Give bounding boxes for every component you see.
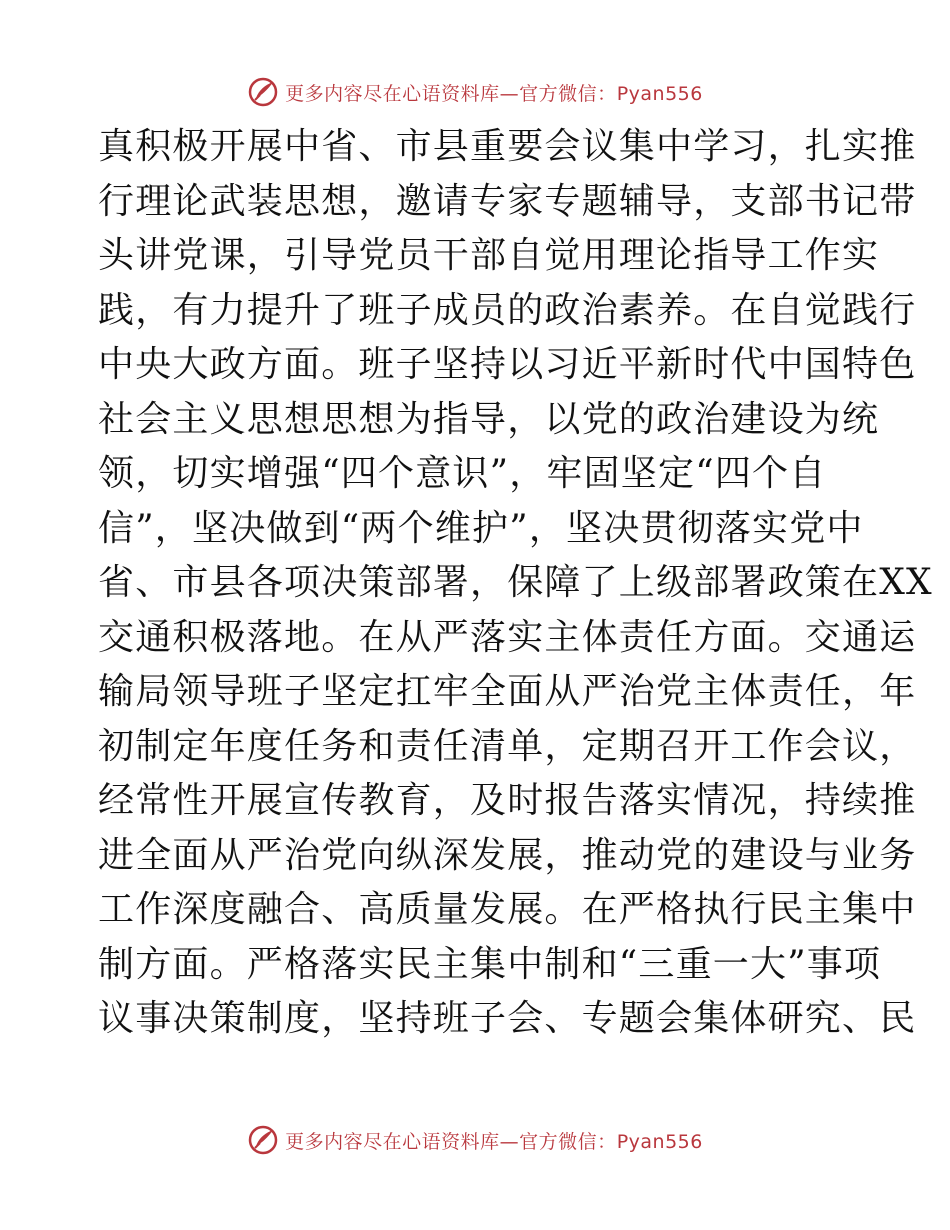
body-line: 经常性开展宣传教育，及时报告落实情况，持续推 [98, 780, 917, 821]
quill-logo-icon [247, 1124, 279, 1156]
document-body [98, 120, 933, 1047]
body-line: 省、市县各项决策部署，保障了上级部署政策在XX [98, 562, 933, 603]
body-line: 真积极开展中省、市县重要会议集中学习，扎实推 [98, 126, 917, 167]
footer-wechat-id: Pyan556 [616, 1130, 703, 1153]
quill-logo-icon [247, 76, 279, 108]
body-line: 初制定年度任务和责任清单，定期召开工作会议， [98, 725, 917, 767]
footer-banner [0, 1120, 950, 1160]
header-wechat-label: 官方微信： [519, 82, 617, 105]
body-line: 社会主义思想思想为指导，以党的政治建设为统 [98, 398, 880, 440]
body-line: 行理论武装思想，邀请专家专题辅导，支部书记带 [98, 180, 917, 222]
body-line: 领，切实增强“四个意识”，牢固坚定“四个自 [98, 453, 827, 494]
body-line: 交通积极落地。在从严落实主体责任方面。交通运 [98, 616, 917, 658]
header-wechat-id: Pyan556 [616, 82, 703, 105]
body-line: 信”，坚决做到“两个维护”，坚决贯彻落实党中 [98, 507, 864, 549]
footer-wechat-label: 官方微信： [519, 1130, 617, 1153]
body-line: 工作深度融合、高质量发展。在严格执行民主集中 [98, 889, 917, 930]
header-banner [0, 72, 950, 112]
header-banner-text [285, 79, 703, 106]
body-line: 头讲党课，引导党员干部自觉用理论指导工作实 [98, 235, 880, 276]
body-line: 输局领导班子坚定扛牢全面从严治党主体责任，年 [98, 671, 917, 712]
footer-banner-text [285, 1127, 703, 1154]
body-line: 进全面从严治党向纵深发展，推动党的建设与业务 [98, 834, 917, 876]
body-line: 践，有力提升了班子成员的政治素养。在自觉践行 [98, 289, 917, 331]
header-brand-text: 更多内容尽在心语资料库 [285, 82, 500, 105]
footer-separator: — [499, 1130, 520, 1153]
header-separator: — [499, 82, 520, 105]
body-line: 议事决策制度，坚持班子会、专题会集体研究、民 [98, 998, 917, 1039]
body-line: 制方面。严格落实民主集中制和“三重一大”事项 [98, 943, 882, 985]
body-line: 中央大政方面。班子坚持以习近平新时代中国特色 [98, 344, 917, 385]
footer-brand-text: 更多内容尽在心语资料库 [285, 1130, 500, 1153]
